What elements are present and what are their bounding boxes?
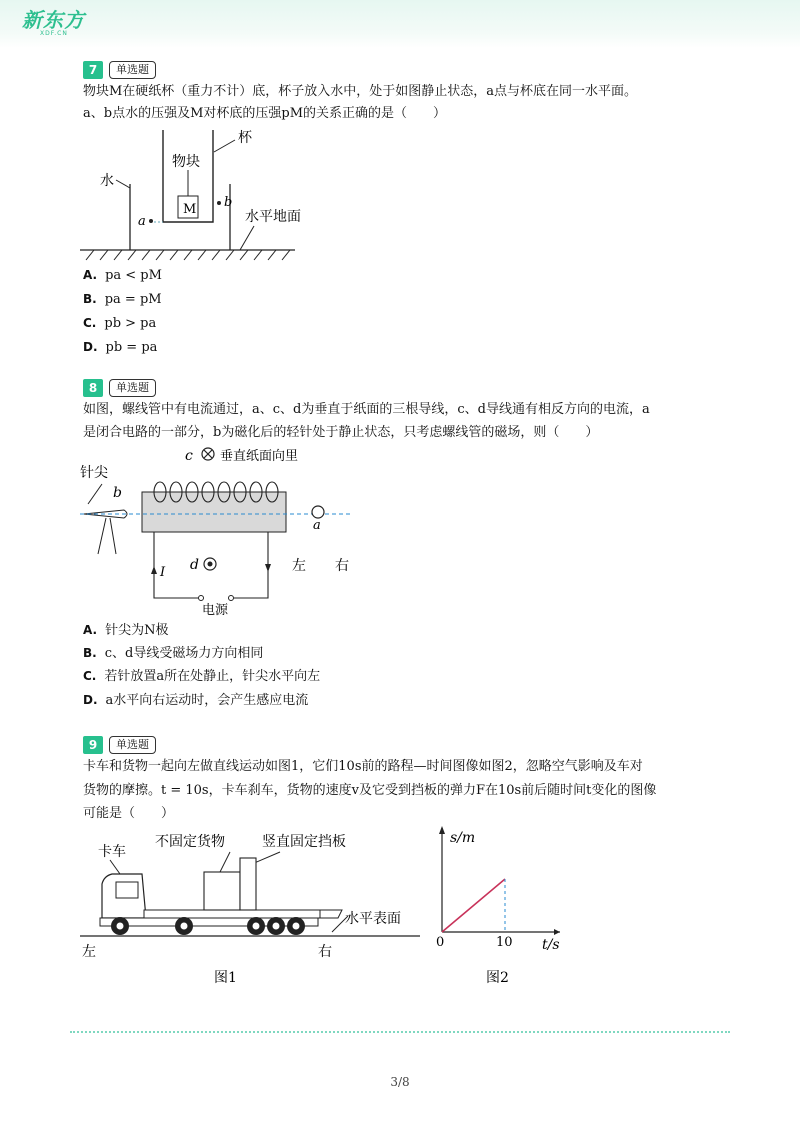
wire-c-note: 垂直纸面向里	[220, 449, 299, 464]
option-letter: A.	[83, 623, 98, 637]
question-9-line-2: 货物的摩擦。t = 10s，卡车刹车，货物的速度v及它受到挡板的弹力F在10s前后随时间t变化的图像	[83, 783, 657, 798]
question-7-line-2: a、b点水的压强及M对杯底的压强pM的关系正确的是（ ）	[83, 106, 447, 121]
right-label: 右	[335, 558, 349, 574]
figure-2-caption: 图2	[486, 970, 509, 986]
cup-label: 杯	[238, 130, 252, 146]
q7-figure	[80, 126, 310, 261]
option-letter: B.	[83, 292, 97, 306]
option-letter: C.	[83, 316, 97, 330]
option-letter: B.	[83, 646, 97, 660]
question-9-header	[83, 735, 156, 755]
page-number: 3/8	[390, 1075, 410, 1089]
question-9-line-1: 卡车和货物一起向左做直线运动如图1，它们10s前的路程—时间图像如图2，忽略空气影响及车对	[83, 759, 643, 774]
option-b[interactable]	[83, 289, 162, 310]
option-text: pa < pM	[105, 268, 162, 283]
q9-figure-1	[80, 828, 425, 988]
right-label: 右	[318, 944, 332, 960]
wire-c-label: c	[185, 448, 193, 464]
question-type: 单选题	[109, 61, 156, 79]
option-text: 针尖为N极	[105, 623, 169, 638]
board-label: 竖直固定挡板	[262, 834, 346, 850]
option-letter: C.	[83, 669, 97, 683]
option-text: pa = pM	[104, 292, 162, 307]
point-a-label: a	[138, 214, 146, 229]
option-letter: D.	[83, 340, 98, 354]
logo-text: 新东方	[22, 8, 85, 32]
point-b-label: b	[224, 195, 233, 210]
question-8-line-1: 如图，螺线管中有电流通过，a、c、d为垂直于纸面的三根导线，c、d导线通有相反方向的电流，a	[83, 402, 650, 417]
q8-figure	[80, 444, 370, 616]
x-axis-label: t/s	[542, 937, 560, 953]
question-8-line-2: 是闭合电路的一部分，b为磁化后的轻针处于静止状态，只考虑螺线管的磁场，则（ ）	[83, 425, 599, 440]
question-number: 7	[83, 61, 103, 79]
power-source-label: 电源	[202, 603, 229, 616]
header-band	[0, 0, 800, 48]
y-axis-label: s/m	[450, 830, 476, 846]
option-c[interactable]	[83, 313, 156, 334]
wire-a-label: a	[313, 518, 321, 533]
option-a[interactable]	[83, 265, 162, 286]
current-i-label: I	[160, 565, 166, 580]
question-type: 单选题	[109, 736, 156, 754]
tick-10-label: 10	[496, 935, 513, 950]
wire-d-label: d	[190, 557, 199, 573]
option-text: c、d导线受磁场力方向相同	[104, 646, 264, 661]
left-label: 左	[82, 944, 96, 960]
block-m-label: M	[183, 202, 197, 217]
truck-label: 卡车	[98, 844, 126, 860]
question-8-header	[83, 378, 156, 398]
footer-divider	[70, 1031, 730, 1033]
block-label: 物块	[172, 154, 200, 170]
origin-label: 0	[436, 935, 445, 950]
question-7-line-1: 物块M在硬纸杯（重力不计）底，杯子放入水中，处于如图静止状态，a点与杯底在同一水平面。	[83, 84, 638, 99]
needle-b-label: b	[113, 485, 122, 501]
option-d[interactable]	[83, 337, 157, 358]
logo	[22, 10, 85, 38]
surface-label: 水平表面	[345, 911, 401, 927]
question-type: 单选题	[109, 379, 156, 397]
left-label: 左	[292, 558, 306, 574]
series-line	[442, 879, 505, 932]
option-text: pb = pa	[105, 340, 158, 355]
question-7-header	[83, 60, 156, 80]
option-b[interactable]	[83, 643, 263, 664]
option-letter: D.	[83, 693, 98, 707]
question-number: 9	[83, 736, 103, 754]
question-number: 8	[83, 379, 103, 397]
water-label: 水	[100, 173, 114, 189]
cargo-label: 不固定货物	[155, 834, 225, 850]
q9-figure-2	[430, 822, 570, 988]
option-a[interactable]	[83, 620, 168, 641]
needle-label: 针尖	[80, 465, 108, 481]
question-9-line-3: 可能是（ ）	[83, 806, 175, 821]
option-d[interactable]	[83, 690, 308, 711]
option-c[interactable]	[83, 666, 320, 687]
logo-sub: XDF.CN	[40, 30, 68, 37]
option-text: pb > pa	[104, 316, 157, 331]
option-text: 若针放置a所在处静止，针尖水平向左	[104, 669, 321, 684]
option-letter: A.	[83, 268, 98, 282]
figure-1-caption: 图1	[214, 970, 237, 986]
ground-label: 水平地面	[245, 209, 301, 225]
option-text: a水平向右运动时，会产生感应电流	[105, 693, 309, 708]
